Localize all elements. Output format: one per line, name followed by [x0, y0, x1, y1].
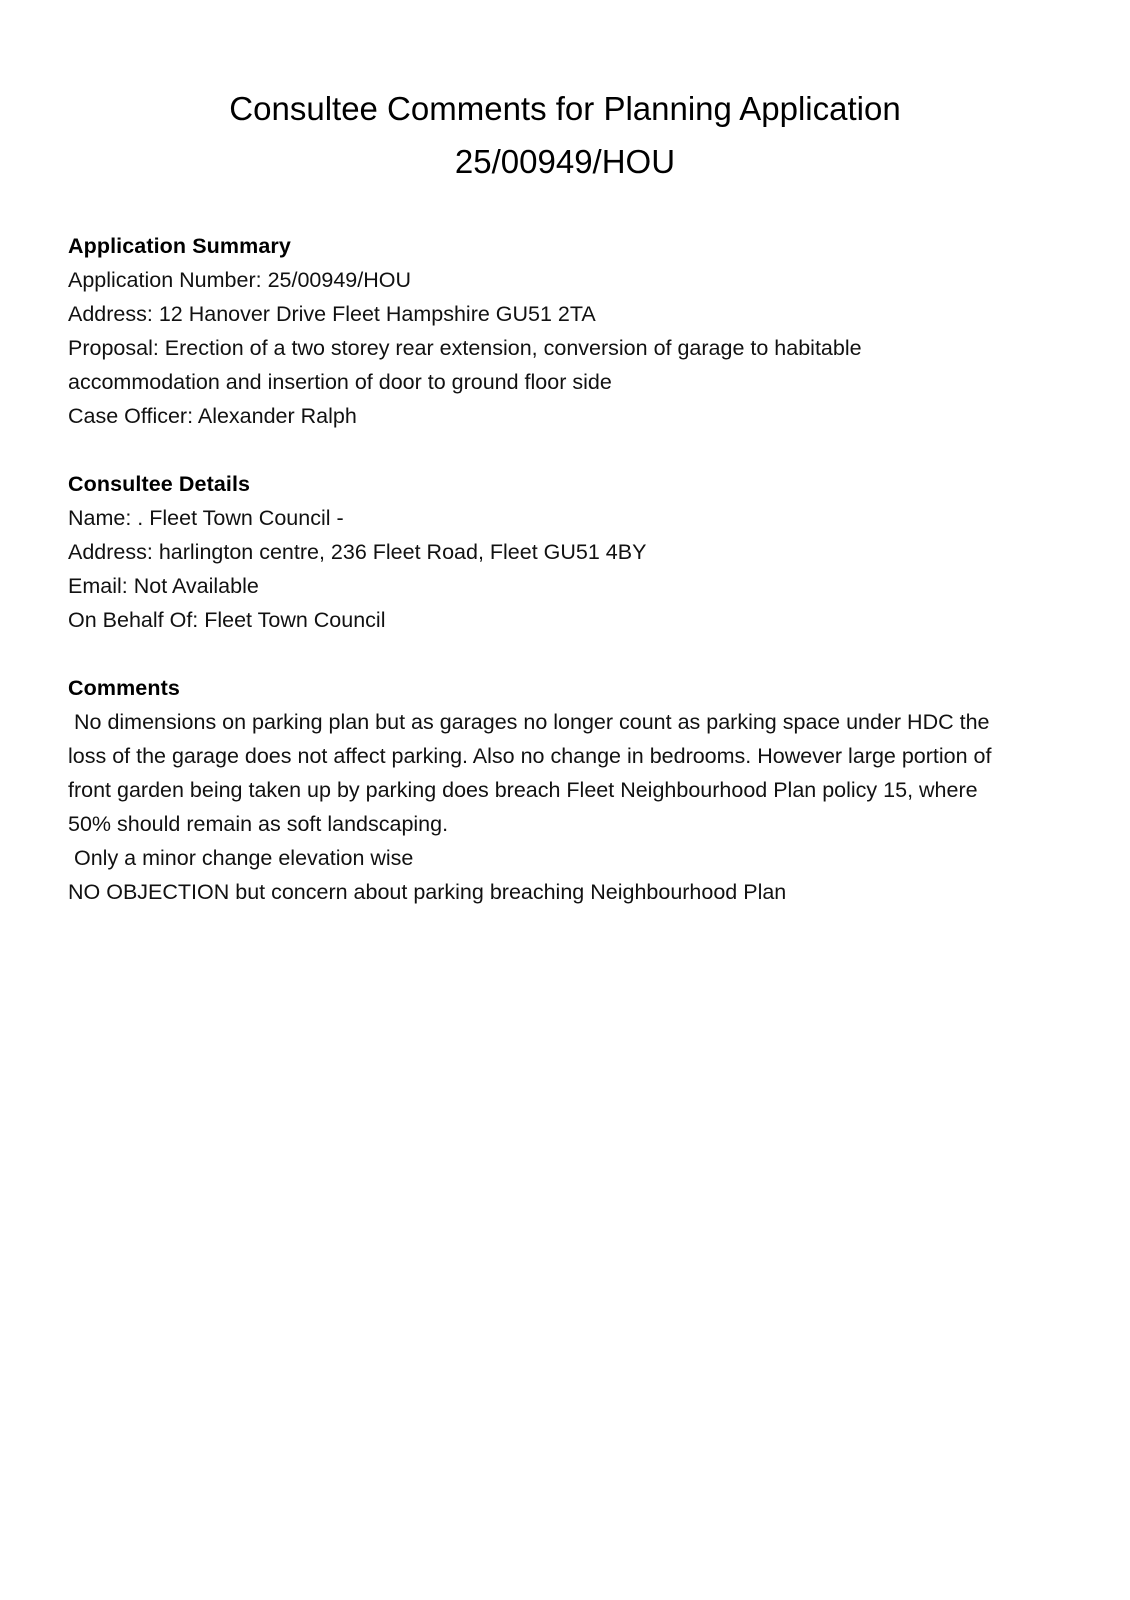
proposal-line-1: Proposal: Erection of a two storey rear extension, conversion of garage to habitable [68, 336, 862, 360]
application-summary-heading: Application Summary [68, 234, 291, 258]
comment-line: loss of the garage does not affect parking. Also no change in bedrooms. However large portion of [68, 744, 992, 768]
application-address: Address: 12 Hanover Drive Fleet Hampshire GU51 2TA [68, 302, 596, 326]
comments-heading: Comments [68, 676, 180, 700]
comment-line: front garden being taken up by parking does breach Fleet Neighbourhood Plan policy 15, where [68, 778, 978, 802]
case-officer: Case Officer: Alexander Ralph [68, 404, 357, 428]
comment-line: 50% should remain as soft landscaping. [68, 812, 449, 836]
consultee-on-behalf-of: On Behalf Of: Fleet Town Council [68, 608, 386, 632]
consultee-details-section [68, 467, 1068, 637]
consultee-details-heading: Consultee Details [68, 472, 251, 496]
consultee-address: Address: harlington centre, 236 Fleet Road, Fleet GU51 4BY [68, 540, 647, 564]
application-number: Application Number: 25/00949/HOU [68, 268, 411, 292]
page-title-line-2: 25/00949/HOU [454, 143, 676, 180]
application-summary-section [68, 229, 1068, 433]
consultee-name: Name: . Fleet Town Council - [68, 506, 344, 530]
comment-line: No dimensions on parking plan but as garages no longer count as parking space under HDC the [68, 710, 990, 734]
comment-line: Only a minor change elevation wise [68, 846, 414, 870]
consultee-email: Email: Not Available [68, 574, 259, 598]
document-body [68, 229, 1068, 943]
comments-section [68, 671, 1068, 909]
comment-line: NO OBJECTION but concern about parking breaching Neighbourhood Plan [68, 880, 787, 904]
page-title [0, 82, 1130, 188]
page-title-line-1: Consultee Comments for Planning Application [229, 90, 901, 127]
proposal-line-2: accommodation and insertion of door to ground floor side [68, 370, 612, 394]
